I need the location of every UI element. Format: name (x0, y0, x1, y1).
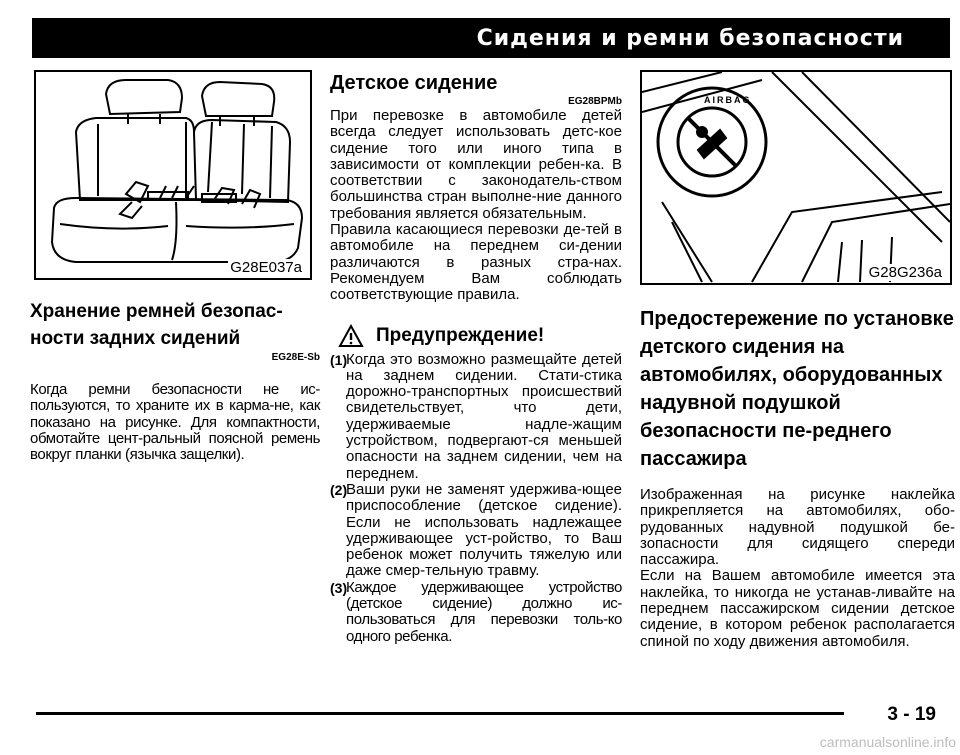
item-text: Ваши руки не заменят удержива-ющее приспособление (детское сидение). Если не использовать надлежащее удерживающее уст-ройство, то Ваш ребенок может получить тяжелую или даже смер-тельную травму. (346, 480, 622, 580)
item-text: Каждое удерживающее устройство (детское сидение) должно ис-пользоваться для перевозки толь-ко одного ребенка. (346, 578, 622, 645)
section-code: EG28BPMb (568, 96, 622, 107)
airbag-sticker-illustration (640, 70, 952, 285)
figure-code: G28G236a (868, 264, 942, 281)
middle-column (330, 70, 622, 645)
item-number: (2) (330, 481, 348, 498)
item-number: (1) (330, 351, 348, 368)
warning-item (330, 352, 622, 482)
airbag-warning-heading: Предостережение по установке детского сидения на автомобилях, оборудованных надувной подушкой безопасности пе-реднего пассажира (640, 308, 954, 470)
section-title: Сидения и ремни безопасности (476, 26, 904, 51)
item-text: Когда это возможно размещайте детей на заднем сидении. Стати-стика дорожно-транспортных происшествий свидетельствует, что дети, удерживаемые надле-жащим устройством, подвергают-ся меньшей опасности на заднем сидении, чем на переднем. (346, 350, 622, 482)
watermark: carmanualsonline.info (819, 734, 956, 750)
right-column (640, 70, 955, 650)
warning-item (330, 580, 622, 645)
warning-label: Предупреждение! (376, 324, 545, 346)
child-seat-heading: Детское сидение (330, 72, 498, 94)
warning-item (330, 482, 622, 580)
storage-paragraph: Когда ремни безопасности не ис-пользуются, то храните их в карма-не, как показано на рисунке. Для компактности, обмотайте цент-ральный поясной ремень вокруг планки (язычка защелки). (30, 381, 320, 464)
warning-block (330, 324, 622, 348)
figure-code: G28E037a (230, 259, 302, 276)
footer-rule (36, 712, 844, 715)
rear-seat-drawing (36, 72, 310, 278)
header-bar (32, 18, 950, 58)
airbag-paragraph-1: Изображенная на рисунке наклейка прикрепляется на автомобилях, обо-рудованных надувной подушкой бе-зопасности для сидящего спереди пассажира. (640, 486, 955, 569)
airbag-paragraph-2: Если на Вашем автомобиле имеется эта наклейка, то никогда не устанав-ливайте на переднем пассажирском сидении детское сидение, в котором ребенок располагается спиной по ходу движения автомобиля. (640, 567, 955, 650)
rear-seat-illustration (34, 70, 312, 280)
child-seat-paragraph-2: Правила касающиеся перевозки де-тей в автомобиле на переднем си-дении различаются в разных стра-нах. Рекомендуем Вам соблюдать соответствующие правила. (330, 221, 622, 304)
child-seat-paragraph-1: При перевозке в автомобиле детей всегда следует использовать детс-кое сидение того или иного типа в зависимости от комплекции ребен-ка. В соответствии с законодатель-ством большинства стран выполне-ние данного требования является обязательным. (330, 107, 622, 222)
section-code: EG28E-Sb (271, 352, 320, 363)
storage-heading: Хранение ремней безопас-ности задних сидений (30, 301, 283, 349)
page-number: 3 - 19 (887, 704, 936, 725)
sun-visor-drawing (642, 72, 950, 283)
warning-triangle-icon (338, 324, 364, 348)
sticker-text: AIRBAG (704, 95, 752, 105)
item-number: (3) (330, 579, 348, 596)
left-column (30, 70, 320, 463)
